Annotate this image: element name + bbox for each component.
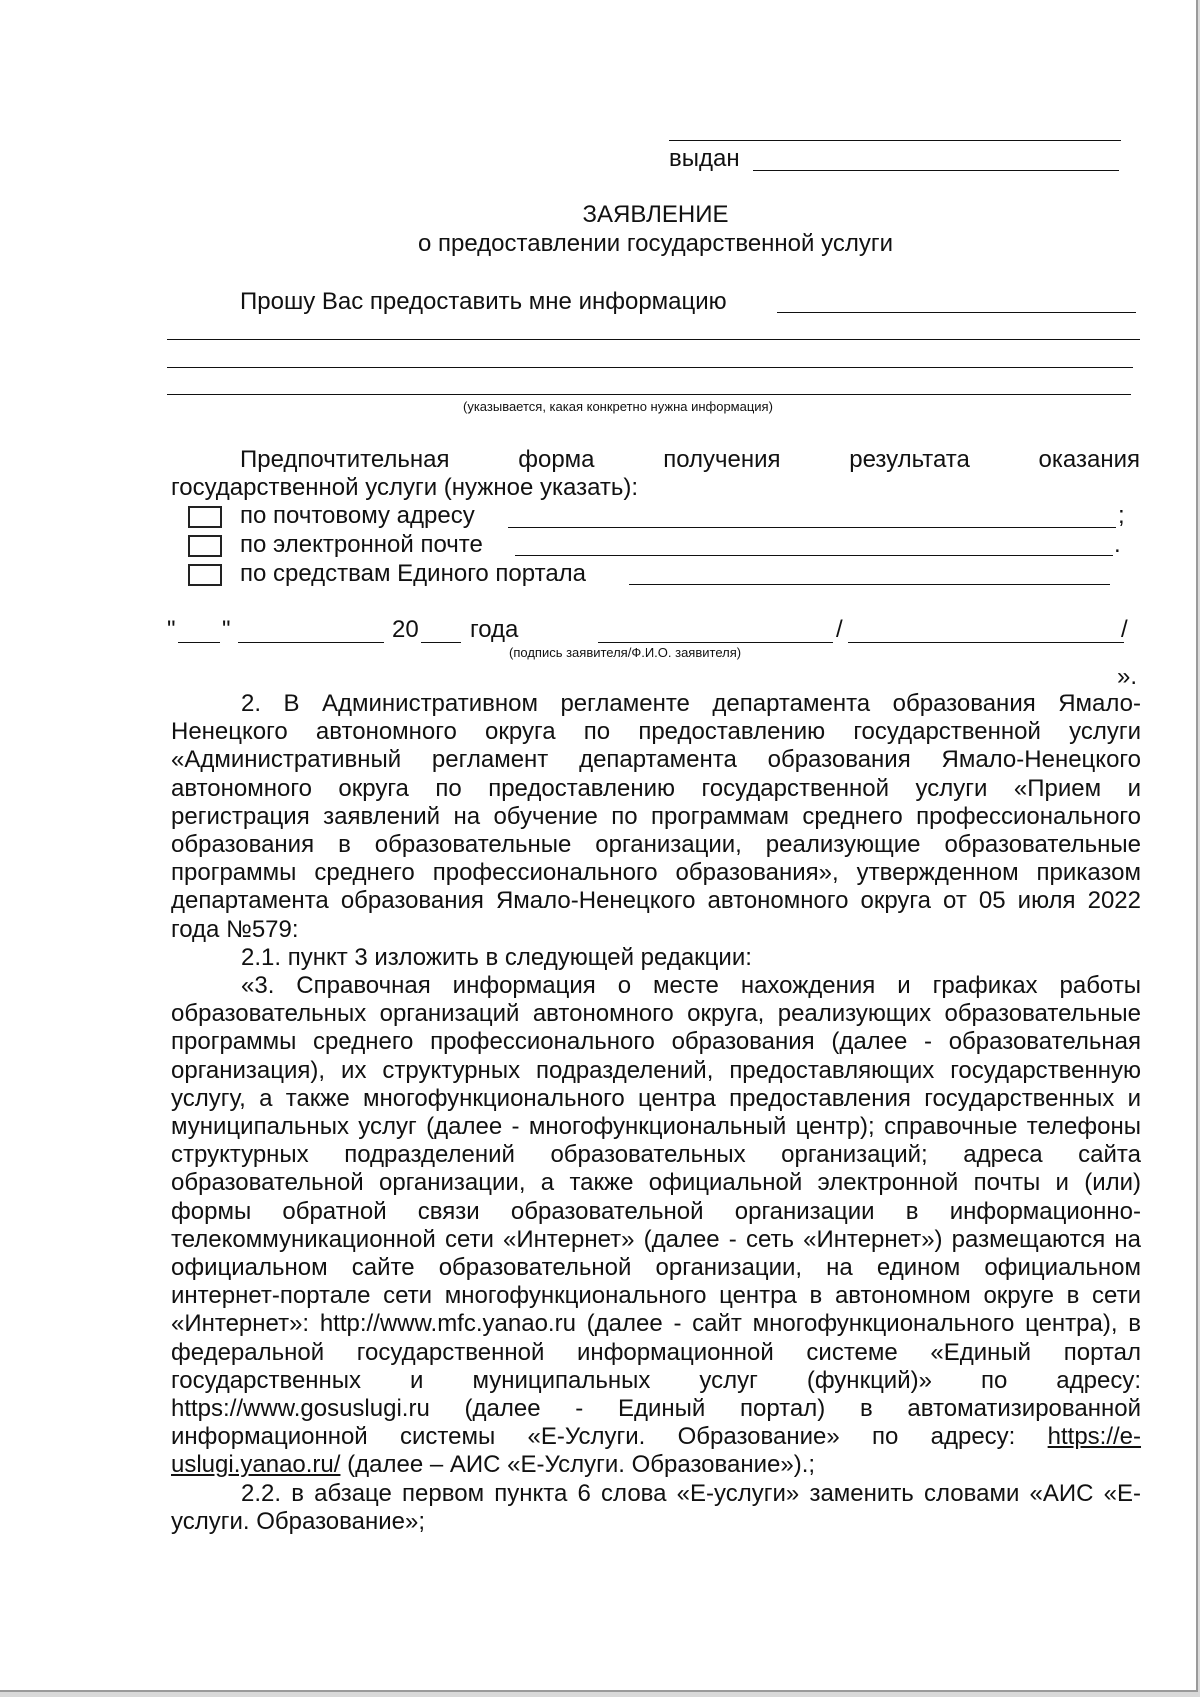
delivery-intro-word: результата xyxy=(849,446,970,473)
amendment-paragraph-2: 2.1. пункт 3 изложить в следующей редакции: xyxy=(241,943,752,971)
option-portal-label: по средствам Единого портала xyxy=(240,560,587,587)
eservices-link[interactable]: https://e-uslugi.yanao.ru/ xyxy=(171,1423,1142,1479)
request-blank-1 xyxy=(777,312,1136,313)
paragraph-3-text: «3. Справочная информация о месте нахождения и графиках работы образовательных организаций автономного округа, реализующих образовательные программы среднего профессионального образования (далее - образовательная организация), их структурных подразделений, предоставляющих государственную услугу, а также многофункционального центра предоставления государственных и муниципальных услуг (далее - многофункциональный центр); справочные телефоны структурных подразделений образовательных организаций; адреса сайта образовательной организации, а также официальной электронной почты и (или) формы обратной связи образовательной организации в информационно-телекоммуникационной сети «Интернет» (далее - сеть «Интернет») размещаются на официальном сайте образовательной организации, на едином официальном интернет-портале сети многофункционального центра в автономном округе в сети «Интернет»: http://www.mfc.yanao.ru (далее - сайт многофункционального центра), в федеральной государственной информационной системе «Единый портал государственных и муниципальных услуг (функций)» по адресу: https://www.gosuslugi.ru (далее - Единый портал) в автоматизированной информационной системы «Е-Услуги. Образование» по адресу: xyxy=(171,972,1141,1451)
option-portal-blank[interactable] xyxy=(629,584,1110,585)
delivery-intro-word: получения xyxy=(663,446,781,473)
signature-slash-2: / xyxy=(1121,616,1128,643)
date-year-prefix: 20 xyxy=(392,616,419,643)
request-lead: Прошу Вас предоставить мне информацию xyxy=(240,288,727,315)
amendment-paragraph-4: 2.2. в абзаце первом пункта 6 слова «Е-услуги» заменить словами «АИС «Е-услуги. Образование»; xyxy=(171,1479,1141,1535)
request-blank-3 xyxy=(167,367,1133,368)
amendment-paragraph-3 xyxy=(171,972,1141,1480)
checkbox-portal[interactable] xyxy=(188,564,222,586)
delivery-intro-word: Предпочтительная xyxy=(240,446,450,473)
option-email-blank[interactable] xyxy=(515,555,1113,556)
request-blank-2 xyxy=(167,339,1140,340)
option-postal-label: по почтовому адресу xyxy=(240,502,475,529)
signature-blank[interactable] xyxy=(598,642,833,643)
closing-quote: ». xyxy=(1117,663,1138,690)
date-year-suffix: года xyxy=(470,616,519,643)
amendment-text xyxy=(171,690,1141,1536)
checkbox-email[interactable] xyxy=(188,535,222,557)
date-month-blank[interactable] xyxy=(238,642,384,643)
option-email-label: по электронной почте xyxy=(240,531,483,558)
date-year-blank[interactable] xyxy=(421,642,461,643)
option-email-end: . xyxy=(1114,531,1121,558)
amendment-paragraph-1: 2. В Административном регламенте департамента образования Ямало-Ненецкого автономного округа по предоставлению государственной услуги «Административный регламент департамента образования Ямало-Ненецкого автономного округа по предоставлению государственной услуги «Прием и регистрация заявлений на обучение по программам среднего профессионального образования в образовательные организации, реализующие образовательные программы среднего профессионального образования», утвержденном приказом департамента образования Ямало-Ненецкого автономного округа от 05 июля 2022 года №579: xyxy=(171,690,1141,943)
signature-name-blank[interactable] xyxy=(848,642,1124,643)
option-postal-blank[interactable] xyxy=(508,527,1116,528)
signature-slash-1: / xyxy=(836,616,843,643)
blank-line-issuer xyxy=(669,140,1121,141)
delivery-intro-line1 xyxy=(240,446,1140,474)
date-day-blank[interactable] xyxy=(178,642,220,643)
request-hint: (указывается, какая конкретно нужна информация) xyxy=(463,399,773,414)
issued-label: выдан xyxy=(669,145,740,172)
delivery-intro-line2: государственной услуги (нужное указать): xyxy=(171,474,639,501)
date-quote-open: " xyxy=(167,616,176,643)
blank-line-issued xyxy=(753,170,1119,171)
page-subtitle: о предоставлении государственной услуги xyxy=(417,230,893,257)
page-title: ЗАЯВЛЕНИЕ xyxy=(582,201,729,228)
request-blank-4 xyxy=(167,394,1131,395)
date-quote-close: " xyxy=(222,616,231,643)
option-postal-end: ; xyxy=(1118,502,1125,529)
checkbox-postal[interactable] xyxy=(188,506,222,528)
signature-hint: (подпись заявителя/Ф.И.О. заявителя) xyxy=(509,645,742,660)
delivery-intro-word: форма xyxy=(518,446,595,473)
paragraph-3-tail: (далее – АИС «Е-Услуги. Образование»).; xyxy=(340,1451,816,1479)
delivery-intro-word: оказания xyxy=(1038,446,1140,473)
